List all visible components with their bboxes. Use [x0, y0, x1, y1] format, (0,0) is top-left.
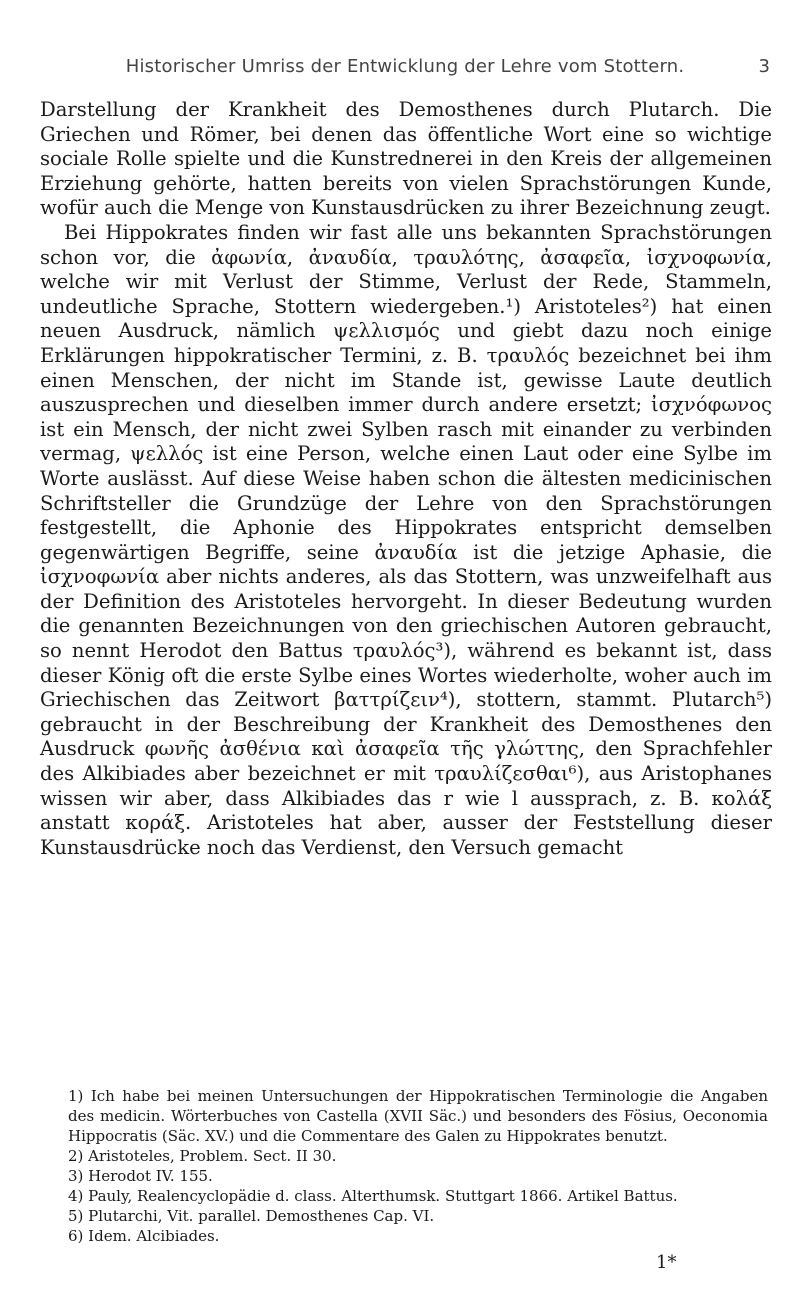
- footnote: 4) Pauly, Realencyclopädie d. class. Alterthumsk. Stuttgart 1866. Artikel Battus.: [68, 1187, 678, 1205]
- footnote: 1) Ich habe bei meinen Untersuchungen der Hippokratischen Terminologie die Angaben des medicin. Wörterbuches von Castella (XVII Säc.) und besonders des Fösius, Oeconomia Hippocratis (Säc. XV.) und die Commentare des Galen zu Hippokrates benutzt.: [68, 1087, 768, 1145]
- paragraph: Darstellung der Krankheit des Demosthenes durch Plutarch. Die Griechen und Römer, bei denen das öffentliche Wort eine so wichtige sociale Rolle spielte und die Kunstrednerei in den Kreis der allgemeinen Erziehung gehörte, hatten bereits von vielen Sprachstörungen Kunde, wofür auch die Menge von Kunstausdrücken zu ihrer Bezeichnung zeugt.: [40, 98, 772, 220]
- main-text: [40, 98, 772, 860]
- header-title: Historischer Umriss der Entwicklung der Lehre vom Stottern.: [125, 56, 685, 77]
- footnote: 2) Aristoteles, Problem. Sect. II 30.: [68, 1147, 337, 1165]
- footnote: 6) Idem. Alcibiades.: [68, 1227, 220, 1245]
- footnotes: [40, 1086, 768, 1246]
- signature-mark: 1*: [656, 1252, 677, 1273]
- running-header: [40, 56, 770, 86]
- footnote: 3) Herodot IV. 155.: [68, 1167, 213, 1185]
- page-number: 3: [758, 56, 770, 77]
- paragraph: Bei Hippokrates finden wir fast alle uns bekannten Sprachstörungen schon vor, die ἀφωνία, ἀναυδία, τραυλότης, ἀσαφεῖα, ἰσχνοφωνία, welche wir mit Verlust der Stimme, Verlust der Rede, Stammeln, undeutliche Sprache, Stottern wiedergeben.¹) Aristoteles²) hat einen neuen Ausdruck, nämlich ψελλισμός und giebt dazu noch einige Erklärungen hippokratischer Termini, z. B. τραυλός bezeichnet bei ihm einen Menschen, der nicht im Stande ist, gewisse Laute deutlich auszusprechen und dieselben immer durch andere ersetzt; ἰσχνόφωνος ist ein Mensch, der nicht zwei Sylben rasch mit einander zu verbinden vermag, ψελλός ist eine Person, welche einen Laut oder eine Sylbe im Worte auslässt. Auf diese Weise haben schon die ältesten medicinischen Schriftsteller die Grundzüge der Lehre von den Sprachstörungen festgestellt, die Aphonie des Hippokrates entspricht demselben gegenwärtigen Begriffe, seine ἀναυδία ist die jetzige Aphasie, die ἰσχνοφωνία aber nichts anderes, als das Stottern, was unzweifelhaft aus der Definition des Aristoteles hervorgeht. In dieser Bedeutung wurden die genannten Bezeichnungen von den griechischen Autoren gebraucht, so nennt Herodot den Battus τραυλός³), während es bekannt ist, dass dieser König oft die erste Sylbe eines Wortes wiederholte, woher auch im Griechischen das Zeitwort βαττρίζειν⁴), stottern, stammt. Plutarch⁵) gebraucht in der Beschreibung der Krankheit des Demosthenes den Ausdruck φωνῆς ἀσθένια καὶ ἀσαφεῖα τῆς γλώττης, den Sprachfehler des Alkibiades aber bezeichnet er mit τραυλίζεσθαι⁶), aus Aristophanes wissen wir aber, dass Alkibiades das r wie l aussprach, z. B. κολάξ anstatt κοράξ. Aristoteles hat aber, ausser der Feststellung dieser Kunstausdrücke noch das Verdienst, den Versuch gemacht: [40, 220, 772, 859]
- footnote: 5) Plutarchi, Vit. parallel. Demosthenes Cap. VI.: [68, 1207, 435, 1225]
